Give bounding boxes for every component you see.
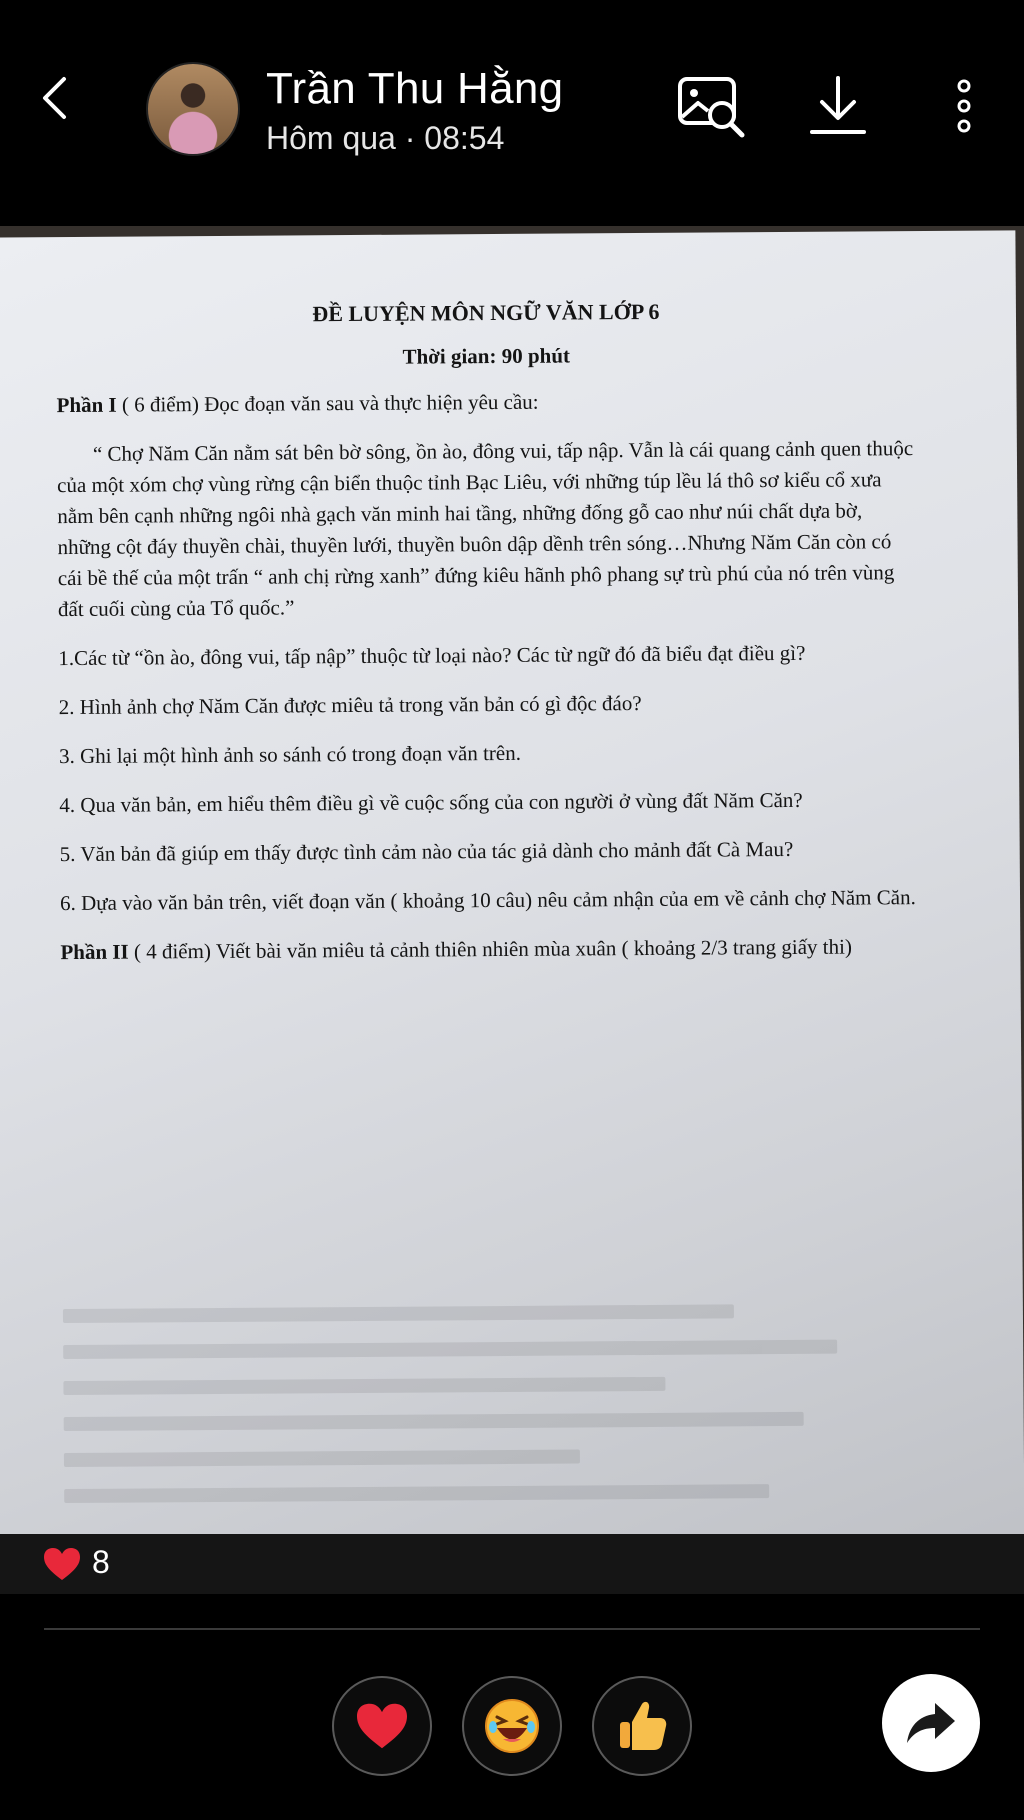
reading-passage: “ Chợ Năm Căn nằm sát bên bờ sông, ồn ào, đông vui, tấp nập. Vẫn là cái quang cảnh quen thuộc của một xóm chợ vùng rừng cận biển thuộc tỉnh Bạc Liêu, với những túp lều lá thô sơ kiểu cổ xưa nằm bên cạnh những ngôi nhà gạch văn minh hai tầng, những đống gỗ cao như núi chất dựa bờ, những cột đáy thuyền chài, thuyền lưới, thuyền buôn dập dềnh trên sóng…Nhưng Năm Căn còn có cái bề thế của một trấn “ anh chị rừng xanh” đứng kiêu hãnh phô phang sự trù phú của nó trên vùng đất cuối cùng của Tổ quốc.” (57, 436, 914, 622)
question-2: 2. Hình ảnh chợ Năm Căn được miêu tả trong văn bản có gì độc đáo? (58, 691, 642, 720)
message-timestamp: Hôm qua · 08:54 (266, 120, 505, 156)
back-button[interactable] (34, 70, 74, 126)
image-search-icon (676, 73, 748, 139)
thumbs-up-icon (614, 1698, 670, 1754)
more-vertical-icon (954, 78, 974, 134)
share-arrow-icon (905, 1701, 957, 1745)
question-3: 3. Ghi lại một hình ảnh so sánh có trong đoạn văn trên. (58, 740, 522, 769)
react-heart-button[interactable] (332, 1676, 432, 1776)
avatar[interactable] (146, 62, 240, 156)
shared-photo[interactable] (0, 226, 1024, 1534)
part-2-label: Phần II (60, 939, 129, 965)
part-2-text: ( 4 điểm) Viết bài văn miêu tả cảnh thiên nhiên mùa xuân ( khoảng 2/3 trang giấy thi) (128, 934, 852, 964)
viewer-header (0, 0, 1024, 200)
react-like-button[interactable] (592, 1676, 692, 1776)
exam-title: ĐỀ LUYỆN MÔN NGỮ VĂN LỚP 6 (312, 298, 660, 327)
image-search-button[interactable] (672, 66, 752, 146)
laughing-face-icon (483, 1697, 541, 1755)
question-6: 6. Dựa vào văn bản trên, viết đoạn văn ( khoảng 10 câu) nêu cảm nhận của em về cảnh chợ Năm Căn. (59, 885, 916, 916)
share-button[interactable] (882, 1674, 980, 1772)
sender-name: Trần Thu Hằng (266, 64, 564, 113)
exam-content (56, 297, 921, 986)
part-1-instruction (56, 384, 916, 421)
part-1-text: ( 6 điểm) Đọc đoạn văn sau và thực hiện yêu cầu: (116, 389, 539, 417)
exam-paper (0, 230, 1024, 1534)
question-1: 1.Các từ “ồn ào, đông vui, tấp nập” thuộc từ loại nào? Các từ ngữ đó đã biểu đạt điều gì? (58, 640, 806, 671)
heart-icon (42, 1546, 82, 1582)
question-5: 5. Văn bản đã giúp em thấy được tình cảm nào của tác giả dành cho mảnh đất Cà Mau? (59, 836, 794, 867)
show-through-text (63, 1281, 925, 1525)
download-icon (808, 74, 868, 138)
exam-duration: Thời gian: 90 phút (402, 343, 571, 369)
divider (44, 1628, 980, 1630)
download-button[interactable] (798, 66, 878, 146)
part-1-label: Phần I (56, 392, 117, 418)
sender-info (266, 64, 563, 158)
heart-icon (354, 1701, 410, 1751)
reaction-count: 8 (92, 1544, 110, 1580)
part-2-instruction (60, 931, 920, 968)
back-icon (40, 75, 68, 121)
react-haha-button[interactable] (462, 1676, 562, 1776)
more-options-button[interactable] (924, 66, 1004, 146)
reaction-summary[interactable] (0, 1534, 1024, 1594)
question-4: 4. Qua văn bản, em hiểu thêm điều gì về cuộc sống của con người ở vùng đất Năm Căn? (59, 787, 803, 818)
